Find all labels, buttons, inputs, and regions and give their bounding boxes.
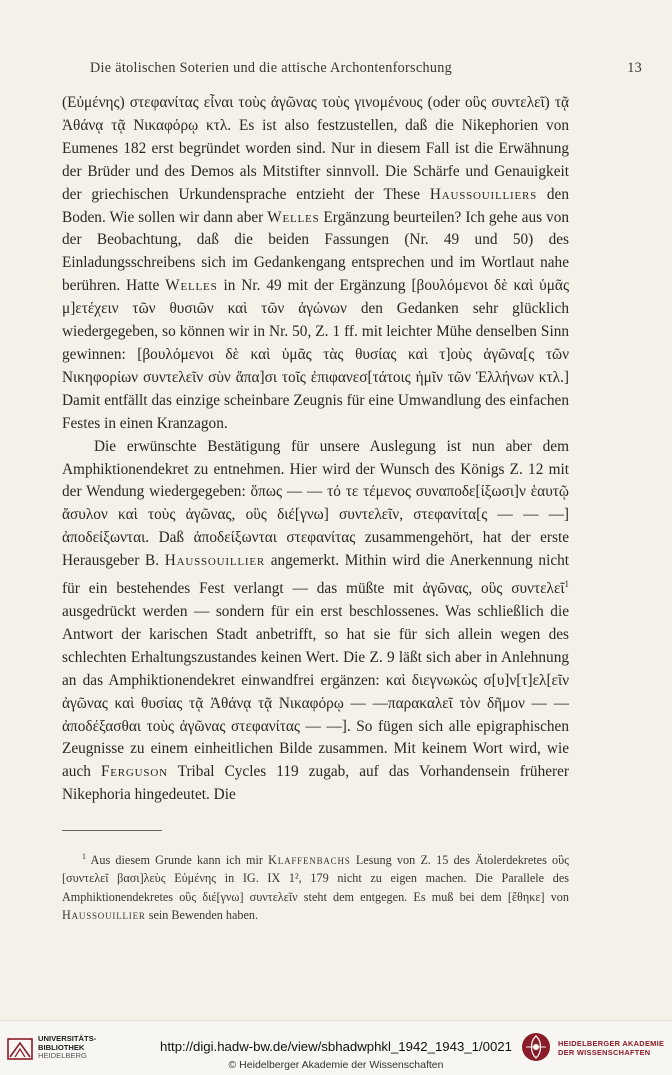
- footnotes: [62, 848, 569, 925]
- footnote-mark: 1: [82, 852, 86, 861]
- text-span: sein Bewenden haben.: [145, 908, 259, 923]
- author-name: Welles: [267, 208, 320, 226]
- page-number: 13: [627, 60, 642, 76]
- library-line: UNIVERSITÄTS-: [38, 1034, 97, 1043]
- viewer-footer: [0, 1020, 672, 1075]
- academy-logo-icon[interactable]: [520, 1031, 552, 1063]
- author-name: Welles: [165, 277, 218, 295]
- author-name: Haussouillier: [62, 908, 146, 923]
- running-head: [90, 60, 642, 77]
- text-span: ausgedrückt werden — sondern für ein erst beschlossenes. Was schließlich die Antwort der karischen Stadt anbetrifft, so hat sie für sich allein wegen des schlechten Erhaltungszustandes keinen Wert. Die Z. 9 läßt sich aber in Anlehnung an das Amphiktionendekret einwandfrei ergänzen: καὶ διεγνωκὼς σ[υ]ν[τ]ελ[εῖν ἀγῶνας καὶ θυσίας τᾷ Ἀθάνᾳ τᾷ Νικαφόρῳ — —παρακαλεῖ τὸν δῆμον — — ἀποδέξασθαι τοὺς ἀγῶνας στεφανίτας — —]. So fügen sich alle epigraphischen Zeugnisse zu einem einheitlichen Bilde zusammen. Mit keinem Wort wird, wie auch: [62, 603, 569, 781]
- author-name: Haussouilliers: [429, 185, 538, 203]
- running-title: Die ätolischen Soterien und die attische Archontenforschung: [90, 60, 453, 76]
- author-name: Ferguson: [100, 763, 168, 781]
- library-line: HEIDELBERG: [38, 1051, 87, 1061]
- text-span: Ergänzung beurteilen? Ich gehe aus von der Beobachtung, daß die beiden Fassungen (Nr. 49 und 50) des Einladungsschreibens sich im Gedankengang entsprechen und im Wortlaut nahe berühren. Hatte: [62, 208, 569, 295]
- text-span: angemerkt. Mithin wird die Anerkennung nicht für ein bestehendes Fest verlangt — das müßte mit ἀγῶνας, οὓς συντελεῖ: [62, 552, 570, 598]
- body-text: [62, 92, 569, 807]
- permalink-url[interactable]: http://digi.hadw-bw.de/view/sbhadwphkl_1942_1943_1/0021: [160, 1039, 512, 1054]
- footnote-reference[interactable]: 1: [564, 579, 569, 590]
- text-span: Aus diesem Grunde kann ich mir: [86, 853, 269, 868]
- paragraph-2: [62, 436, 569, 808]
- academy-label: [558, 1039, 664, 1057]
- copyright-notice: © Heidelberger Akademie der Wissenschaften: [228, 1059, 444, 1071]
- text-span: den Boden. Wie sollen wir dann aber: [62, 185, 569, 226]
- academy-line: DER WISSENSCHAFTEN: [558, 1048, 651, 1057]
- footnote-divider: [62, 830, 162, 831]
- academy-line: HEIDELBERGER AKADEMIE: [558, 1039, 665, 1048]
- text-span: Tribal Cycles 119 zugab, auf das Vorhandensein früherer Nikephoria hingedeutet. Die: [62, 763, 569, 804]
- library-line: BIBLIOTHEK: [38, 1042, 85, 1052]
- paragraph-1: [62, 92, 569, 436]
- text-span: (Εὐμένης) στεφανίτας εἶναι τοὺς ἀγῶνας τοὺς γινομένους (oder οὓς συντελεῖ) τᾷ Ἀθάνᾳ τᾷ Νικαφόρῳ κτλ. Es ist also festzustellen, daß die Nikephorien von Eumenes 182 erst begründet worden sind. Nur in diesem Fall ist die Erwähnung der Brüder und des Demos als Mitstifter sinnvoll. Die Schärfe und Genauigkeit der griechischen Urkundensprache entzieht der These: [62, 94, 569, 203]
- footnote-1: [62, 848, 569, 925]
- text-span: Die erwünschte Bestätigung für unsere Auslegung ist nun aber dem Amphiktionendekret zu entnehmen. Hier wird der Wunsch des Königs Z. 12 mit der Wendung wiedergegeben: ὅπως — — τό τε τέμενος συναποδε[ίξωσι]ν ἑαυτῷ ἄσυλον καὶ τοὺς ἀγῶνας, οὓς διέ[γνω] συντελεῖν, στεφανίτα[ς — — —] ἀποδείξωνται. Daß ἀποδείξωνται στεφανίτας zusammengehört, hat der erste Herausgeber B.: [62, 437, 569, 570]
- text-span: in Nr. 49 mit der Ergänzung [βουλόμενοι δὲ καὶ ὑμᾶς μ]ετέχειν τῶν θυσιῶν καὶ τῶν ἀγώνων den Gedanken sehr glücklich wiedergegeben, so können wir in Nr. 50, Z. 1 ff. mit leichter Mühe denselben Sinn gewinnen: [βουλόμενοι δὲ καὶ ὑμᾶς τὰς θυσίας καὶ τ]οὺς ἀγῶνα[ς τῶν Νικηφορίων συντελεῖν σὺν ἅπα]σι τοῖς ἐπιφανεσ[τάτοις ἡμῖν τῶν Ἑλλήνων κτλ.] Damit entfällt das einzige scheinbare Zeugnis für eine Umwandlung des einfachen Festes in einen Kranzagon.: [62, 277, 570, 432]
- author-name: Klaffenbachs: [268, 853, 351, 868]
- author-name: Haussouillier: [164, 552, 266, 570]
- text-span: Lesung von Z. 15 des Ätolerdekretes οὓς [συντελεῖ βασι]λεὺς Εὐμένης in IG. IX 1², 179 nicht zu eigen machen. Die Parallele des Amphiktionendekretes οὓς διέ[γνω] συντελεῖν steht dem entgegen. Es muß bei dem [ἔθηκε] von: [62, 853, 569, 904]
